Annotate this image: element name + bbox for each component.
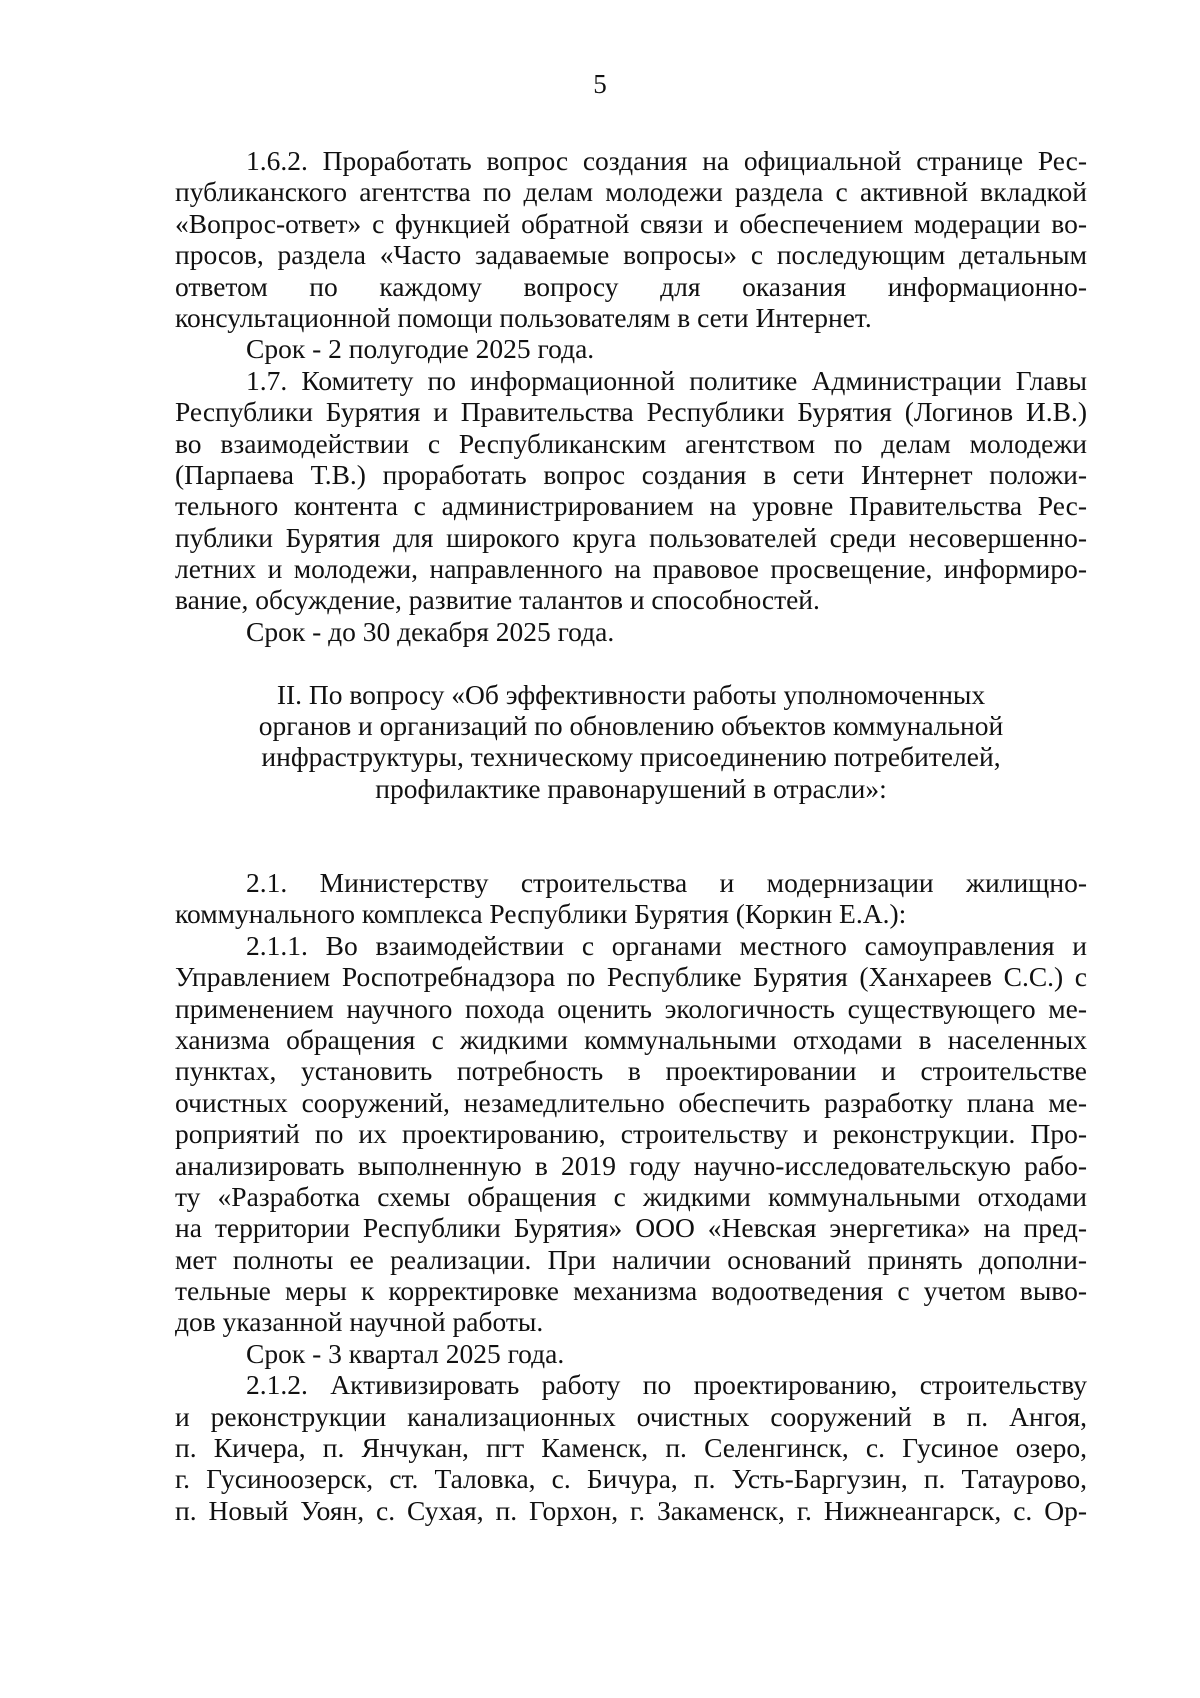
text-line: п. Кичера, п. Янчукан, пгт Каменск, п. Селенгинск, с. Гусиное озеро,	[175, 1432, 1087, 1464]
text-line: коммунального комплекса Республики Бурятия (Коркин Е.А.):	[175, 898, 907, 930]
text-line: на территории Республики Бурятия» ООО «Невская энергетика» на пред-	[175, 1212, 1087, 1244]
deadline-line: Срок - 2 полугодие 2025 года.	[246, 333, 595, 365]
text-line: публики Бурятия для широкого круга пользователей среди несовершенно-	[175, 521, 1087, 553]
text-line: вание, обсуждение, развитие талантов и способностей.	[175, 584, 820, 616]
text-line: г. Гусиноозерск, ст. Таловка, с. Бичура, п. Усть-Баргузин, п. Татаурово,	[175, 1463, 1087, 1495]
text-line: анализировать выполненную в 2019 году научно-исследовательскую рабо-	[175, 1149, 1087, 1181]
text-line: п. Новый Уоян, с. Сухая, п. Горхон, г. Закаменск, г. Нижнеангарск, с. Ор-	[175, 1494, 1087, 1526]
text-line: мет полноты ее реализации. При наличии оснований принять дополни-	[175, 1243, 1087, 1275]
text-line: дов указанной научной работы.	[175, 1306, 544, 1338]
heading-line: II. По вопросу «Об эффективности работы уполномоченных	[276, 678, 986, 710]
document-body	[175, 145, 1087, 1526]
text-line: роприятий по их проектированию, строительству и реконструкции. Про-	[175, 1118, 1087, 1150]
section-heading-ii	[175, 679, 1087, 805]
text-line: просов, раздела «Часто задаваемые вопросы» с последующим детальным	[175, 239, 1087, 271]
text-line: применением научного похода оценить экологичность существующего ме-	[175, 992, 1087, 1024]
text-line: очистных сооружений, незамедлительно обеспечить разработку плана ме-	[175, 1086, 1087, 1118]
text-line: 1.7. Комитету по информационной политике Администрации Главы	[246, 364, 1087, 396]
text-line: тельные меры к корректировке механизма водоотведения с учетом выво-	[175, 1275, 1087, 1307]
text-line: и реконструкции канализационных очистных сооружений в п. Ангоя,	[175, 1400, 1087, 1432]
deadline-line: Срок - 3 квартал 2025 года.	[246, 1337, 565, 1369]
page-number: 5	[593, 69, 607, 99]
text-line: пунктах, установить потребность в проектировании и строительстве	[175, 1055, 1087, 1087]
text-line: ханизма обращения с жидкими коммунальными отходами в населенных	[175, 1023, 1087, 1055]
paragraph-2-1-1	[175, 930, 1087, 1338]
paragraph-2-1	[175, 867, 1087, 930]
deadline-line: Срок - до 30 декабря 2025 года.	[246, 615, 615, 647]
text-line: 2.1.2. Активизировать работу по проектированию, строительству	[246, 1369, 1087, 1401]
paragraph-1-6-2	[175, 145, 1087, 333]
text-line: летних и молодежи, направленного на правовое просвещение, информиро-	[175, 553, 1087, 585]
paragraph-1-7	[175, 365, 1087, 616]
heading-line: инфраструктуры, техническому присоединению потребителей,	[261, 741, 1001, 773]
spacer	[175, 804, 1087, 867]
text-line: Республики Бурятия и Правительства Республики Бурятия (Логинов И.В.)	[175, 396, 1087, 428]
text-line: 1.6.2. Проработать вопрос создания на официальной странице Рес-	[246, 145, 1087, 176]
spacer	[175, 647, 1087, 678]
text-line: тельного контента с администрированием на уровне Правительства Рес-	[175, 490, 1087, 522]
paragraph-2-1-2	[175, 1369, 1087, 1526]
text-line: 2.1.1. Во взаимодействии с органами местного самоуправления и	[246, 929, 1087, 961]
heading-line: органов и организаций по обновлению объектов коммунальной	[258, 710, 1004, 742]
text-line: «Вопрос-ответ» с функцией обратной связи и обеспечением модерации во-	[175, 207, 1087, 239]
text-line: Управлением Роспотребнадзора по Республике Бурятия (Ханхареев С.С.) с	[175, 961, 1087, 993]
text-line: 2.1. Министерству строительства и модернизации жилищно-	[246, 867, 1087, 898]
text-line: ответом по каждому вопросу для оказания информационно-	[175, 270, 1087, 302]
text-line: (Парпаева Т.В.) проработать вопрос создания в сети Интернет положи-	[175, 458, 1087, 490]
text-line: консультационной помощи пользователям в сети Интернет.	[175, 301, 872, 333]
heading-line: профилактике правонарушений в отрасли»:	[375, 772, 887, 804]
text-line: во взаимодействии с Республиканским агентством по делам молодежи	[175, 427, 1087, 459]
text-line: публиканского агентства по делам молодежи раздела с активной вкладкой	[175, 176, 1087, 208]
text-line: ту «Разработка схемы обращения с жидкими коммунальными отходами	[175, 1180, 1087, 1212]
